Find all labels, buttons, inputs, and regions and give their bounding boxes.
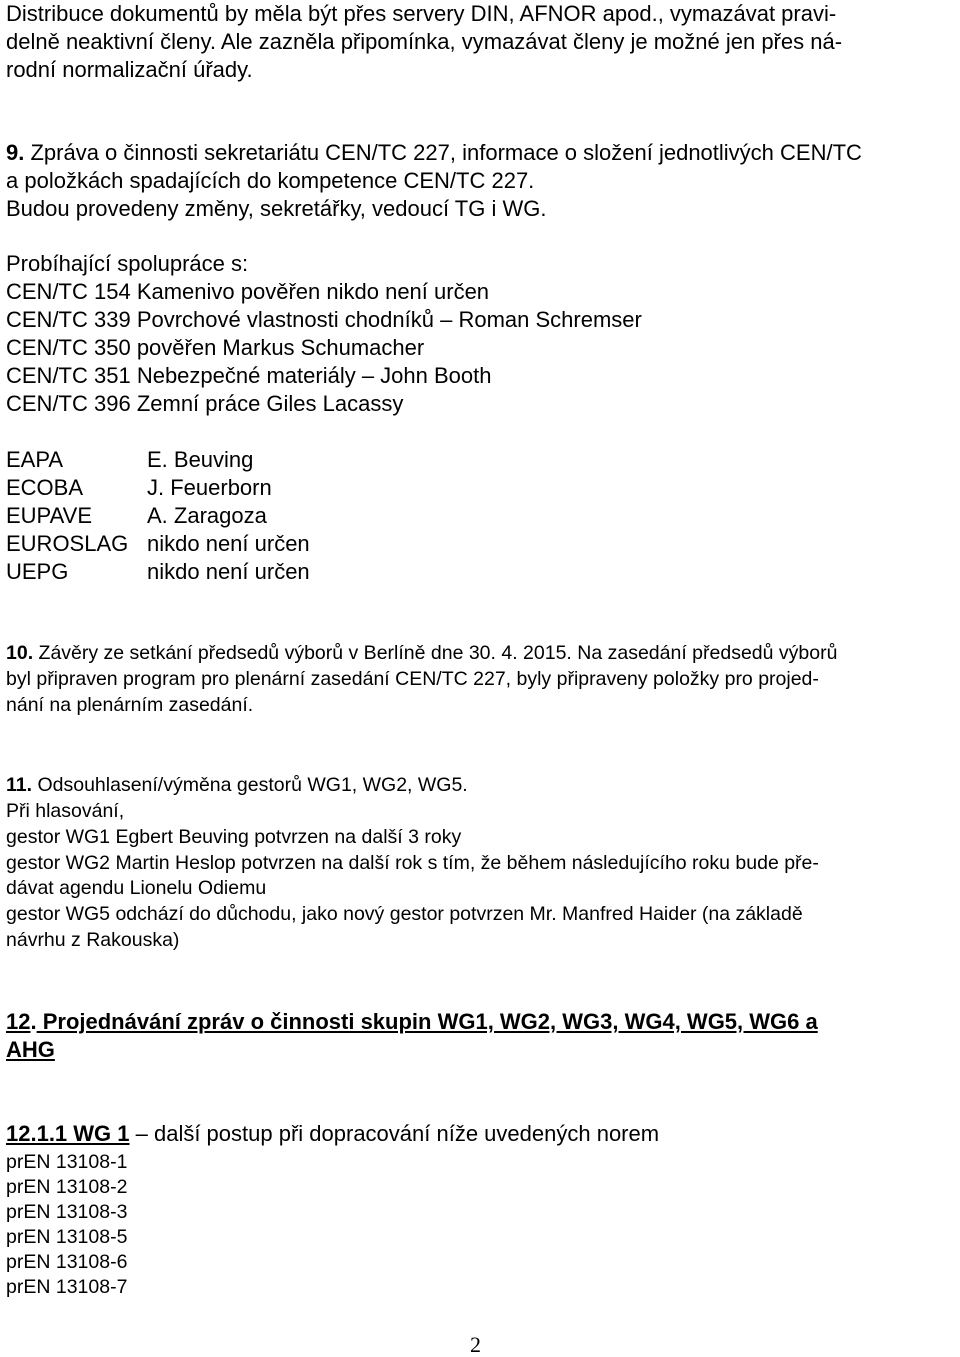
section-12-heading <box>6 1009 818 1035</box>
section-11-line: gestor WG2 Martin Heslop potvrzen na další rok s tím, že během následujícího roku bude pře- <box>6 852 819 874</box>
organization-person: nikdo není určen <box>147 531 310 556</box>
section-title: Projednávání zpráv o činnosti skupin WG1, WG2, WG3, WG4, WG5, WG6 a <box>36 1009 818 1034</box>
page-number: 2 <box>470 1332 481 1357</box>
section-11-line: návrhu z Rakouska) <box>6 929 180 951</box>
section-number: 9. <box>6 140 25 165</box>
section-number: 12 <box>6 1009 31 1034</box>
organization-person: E. Beuving <box>147 447 254 472</box>
norm-item: prEN 13108-5 <box>6 1226 128 1248</box>
subsection-number: 12.1.1 WG 1 <box>6 1121 130 1146</box>
section-number-dot: . <box>30 1009 37 1034</box>
section-title: Závěry ze setkání předsedů výborů v Berlíně dne 30. 4. 2015. Na zasedání předsedů výborů <box>33 642 838 664</box>
section-9-heading <box>6 140 862 166</box>
organization-person: nikdo není určen <box>147 559 310 584</box>
section-number: 10. <box>6 642 34 664</box>
organization-name: EUPAVE <box>6 503 92 528</box>
cooperation-item: CEN/TC 339 Povrchové vlastnosti chodníků – Roman Schremser <box>6 307 642 332</box>
organization-row <box>6 531 310 557</box>
section-11-line: gestor WG1 Egbert Beuving potvrzen na další 3 roky <box>6 826 462 848</box>
organization-person: J. Feuerborn <box>147 475 272 500</box>
organization-name: EAPA <box>6 447 64 472</box>
section-10-line: byl připraven program pro plenární zasedání CEN/TC 227, byly připraveny položky pro projed- <box>6 668 819 690</box>
cooperation-heading: Probíhající spolupráce s: <box>6 251 249 276</box>
section-11-heading <box>6 773 468 797</box>
norm-item: prEN 13108-1 <box>6 1151 128 1173</box>
intro-line: delně neaktivní členy. Ale zazněla připomínka, vymazávat členy je možné jen přes ná- <box>6 29 843 54</box>
organization-name: ECOBA <box>6 475 84 500</box>
section-12-heading-line: AHG <box>6 1037 55 1062</box>
cooperation-item: CEN/TC 351 Nebezpečné materiály – John Booth <box>6 363 492 388</box>
section-10-line: nání na plenárním zasedání. <box>6 694 254 716</box>
organization-name: UEPG <box>6 559 69 584</box>
subsection-12-1-1 <box>6 1121 659 1147</box>
section-11-line: Při hlasování, <box>6 800 125 822</box>
organization-name: EUROSLAG <box>6 531 129 556</box>
cooperation-item: CEN/TC 154 Kamenivo pověřen nikdo není určen <box>6 279 490 304</box>
section-number: 11. <box>6 774 33 796</box>
norm-item: prEN 13108-2 <box>6 1176 128 1198</box>
organization-person: A. Zaragoza <box>147 503 267 528</box>
section-title: Odsouhlasení/výměna gestorů WG1, WG2, WG5. <box>32 774 468 796</box>
organization-row <box>6 475 272 501</box>
section-9-line: Budou provedeny změny, sekretářky, vedoucí TG i WG. <box>6 196 547 221</box>
cooperation-item: CEN/TC 350 pověřen Markus Schumacher <box>6 335 425 360</box>
norm-item: prEN 13108-3 <box>6 1201 128 1223</box>
intro-line: rodní normalizační úřady. <box>6 57 253 82</box>
section-11-line: dávat agendu Lionelu Odiemu <box>6 877 267 899</box>
norm-item: prEN 13108-6 <box>6 1251 128 1273</box>
document-page <box>6 0 956 1356</box>
organization-row <box>6 447 254 473</box>
section-9-line: a položkách spadajících do kompetence CEN/TC 227. <box>6 168 535 193</box>
cooperation-item: CEN/TC 396 Zemní práce Giles Lacassy <box>6 391 404 416</box>
organization-row <box>6 559 310 585</box>
section-10-heading <box>6 641 837 665</box>
intro-line: Distribuce dokumentů by měla být přes servery DIN, AFNOR apod., vymazávat pravi- <box>6 1 837 26</box>
section-11-line: gestor WG5 odchází do důchodu, jako nový gestor potvrzen Mr. Manfred Haider (na základě <box>6 903 803 925</box>
norm-item: prEN 13108-7 <box>6 1276 128 1298</box>
organization-row <box>6 503 267 529</box>
section-title: Zpráva o činnosti sekretariátu CEN/TC 227, informace o složení jednotlivých CEN/TC <box>24 140 862 165</box>
subsection-title: – další postup při dopracování níže uvedených norem <box>129 1121 660 1146</box>
